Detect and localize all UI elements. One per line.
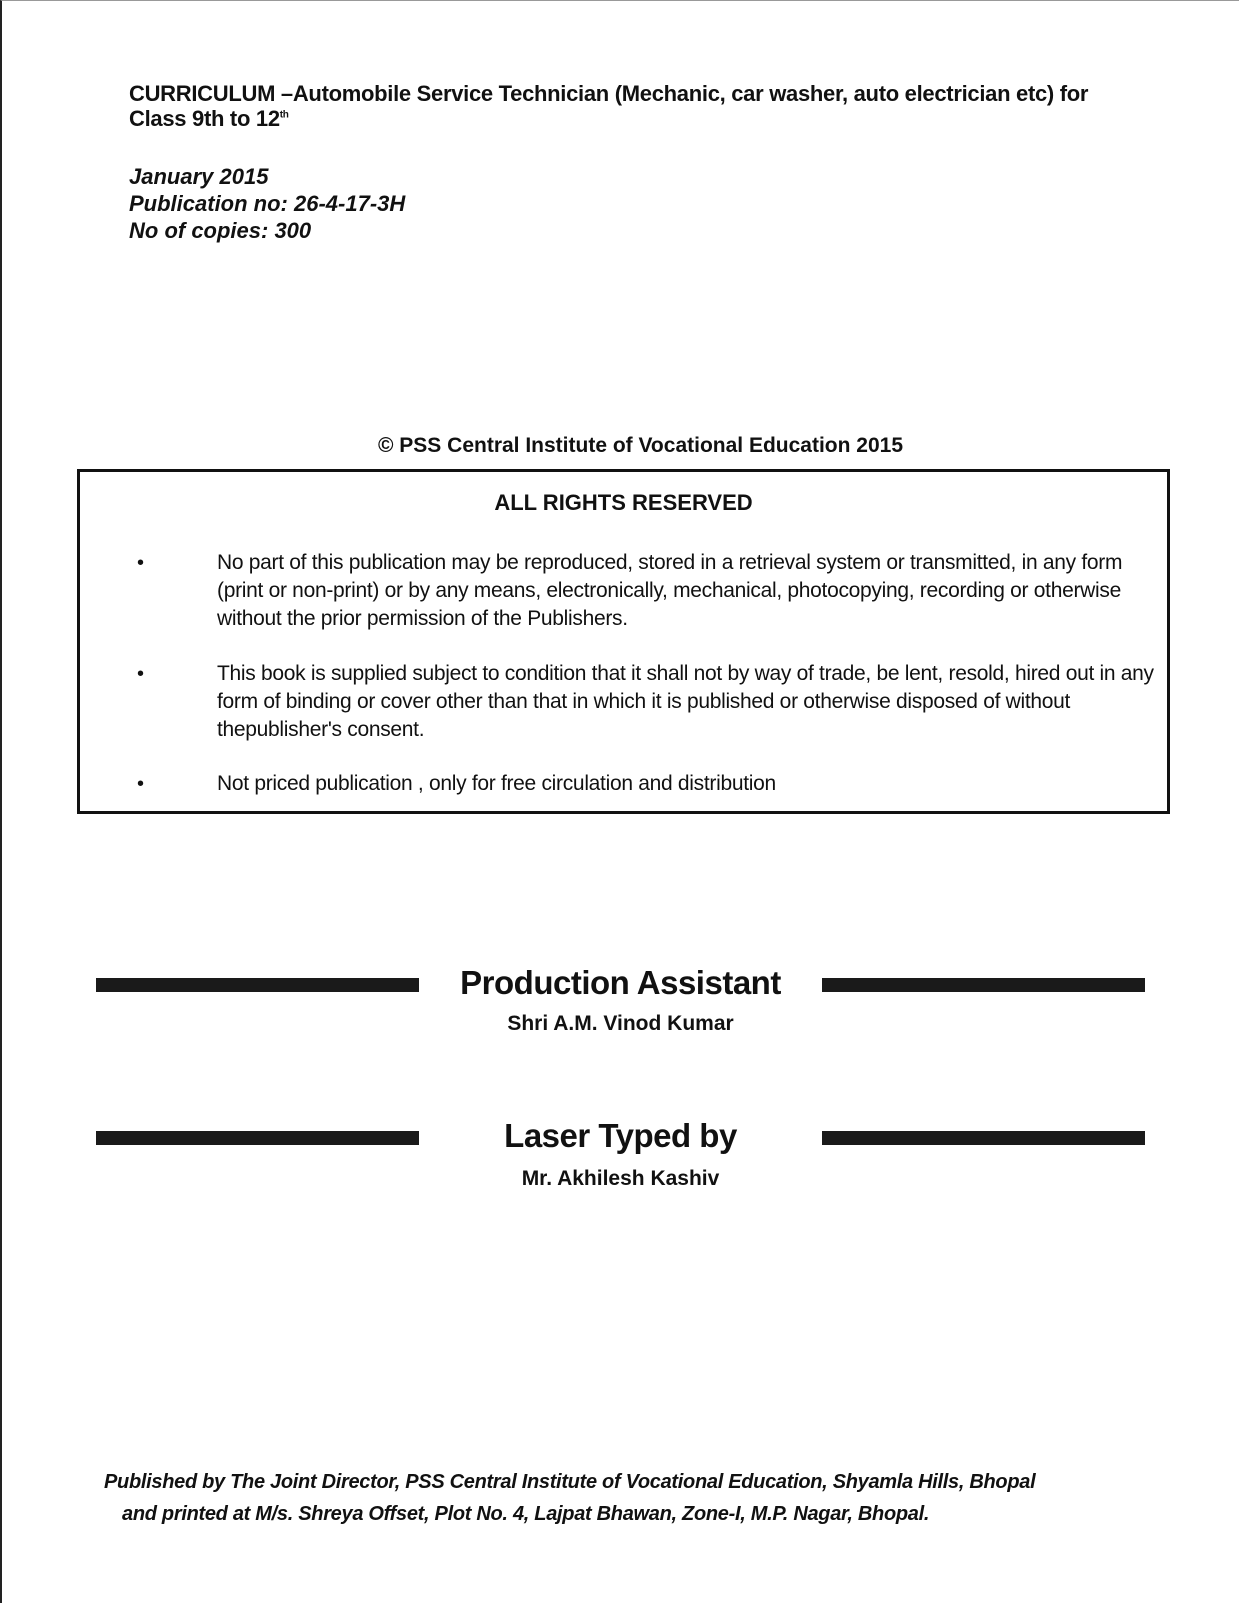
publisher-footer: [104, 1466, 1144, 1530]
bullet-icon: •: [137, 552, 144, 574]
production-name: Shri A.M. Vinod Kumar: [507, 1012, 734, 1035]
production-heading: Production Assistant: [460, 964, 781, 1001]
copyright-line: © PSS Central Institute of Vocational Education 2015: [377, 434, 904, 457]
publication-date: January 2015: [129, 164, 269, 189]
bullet-icon: •: [137, 773, 144, 795]
footer-line-1: Published by The Joint Director, PSS Central Institute of Vocational Education, Shyamla Hills, Bhopal: [104, 1471, 1036, 1493]
laser-heading: Laser Typed by: [504, 1117, 737, 1154]
number-of-copies: No of copies: 300: [129, 218, 312, 243]
laser-name: Mr. Akhilesh Kashiv: [521, 1167, 720, 1190]
rights-heading: ALL RIGHTS RESERVED: [494, 490, 753, 515]
rights-box: [77, 469, 1170, 814]
rights-item-text: Not priced publication , only for free circulation and distribution: [217, 772, 776, 795]
document-title: [129, 81, 1139, 131]
rights-item-text: No part of this publication may be reproduced, stored in a retrieval system or transmitted, in any form (print or non-print) or by any means, electronically, mechanical, photocopying, recording or otherwise without the prior permission of the Publishers.: [217, 551, 1123, 630]
publication-meta: [129, 163, 405, 244]
publication-number: Publication no: 26-4-17-3H: [129, 191, 406, 216]
title-superscript: th: [279, 109, 289, 121]
footer-line-2: and printed at M/s. Shreya Offset, Plot No. 4, Lajpat Bhawan, Zone-I, M.P. Nagar, Bhopal.: [122, 1503, 930, 1525]
rights-item-text: This book is supplied subject to condition that it shall not by way of trade, be lent, resold, hired out in any form of binding or cover other than that in which it is published or otherwise disposed of without thepublisher's consent.: [217, 662, 1154, 741]
document-title-text: CURRICULUM –Automobile Service Technician (Mechanic, car washer, auto electrician etc) for Class 9th to 12: [129, 81, 1089, 131]
bullet-icon: •: [137, 663, 144, 685]
